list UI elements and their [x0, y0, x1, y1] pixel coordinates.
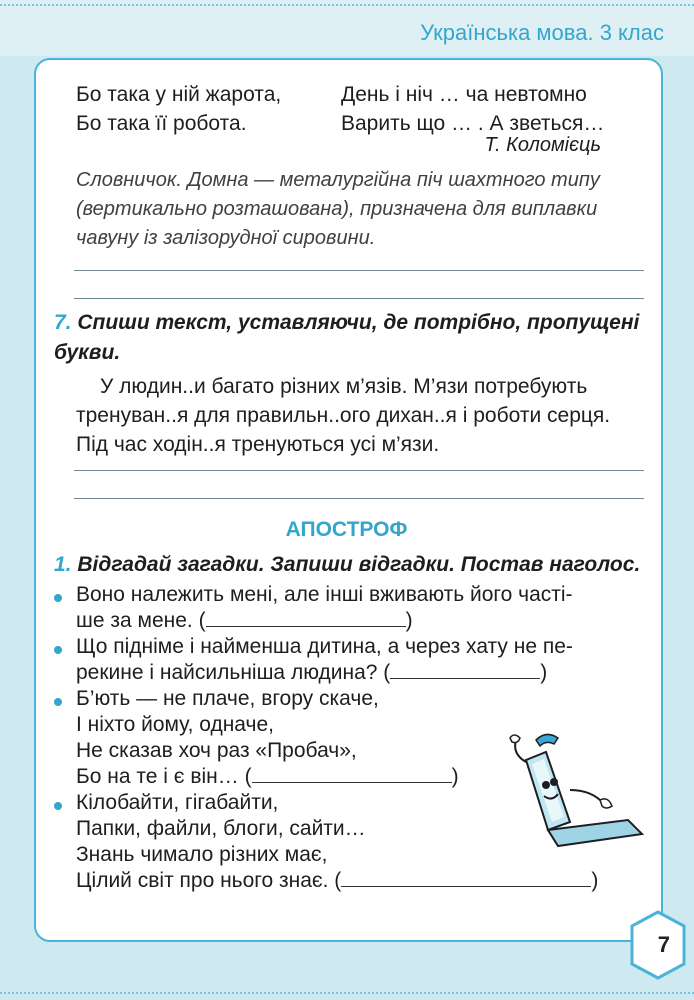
poem-line: Бо така у ній жарота, [76, 83, 282, 106]
riddle-close: ) [451, 765, 459, 788]
page-header [0, 0, 694, 56]
answer-blank[interactable] [390, 660, 540, 679]
bullet-icon [54, 802, 62, 810]
riddle-close: ) [591, 869, 599, 892]
poem-author: Т. Коломієць [484, 134, 601, 156]
poem-line: День і ніч … ча невтомно [341, 83, 587, 106]
poem-left-column [76, 80, 281, 138]
riddle-line: Знань чимало різних має, [76, 843, 328, 866]
riddle-line: Кілобайти, гігабайти, [76, 791, 279, 814]
laptop-illustration [496, 730, 646, 850]
task-text: Спиши текст, уставляючи, де потрібно, пропущені букви. [54, 311, 640, 364]
answer-blank[interactable] [206, 608, 406, 627]
content-card [34, 58, 663, 942]
section-title: АПОСТРОФ [285, 518, 408, 541]
poem-line: Бо така її робота. [76, 112, 247, 135]
writing-line[interactable] [74, 498, 644, 499]
task-number: 1. [54, 553, 72, 576]
riddle-line: Б’ють — не плаче, вгору скаче, [76, 687, 379, 710]
bullet-icon [54, 698, 62, 706]
riddle-2 [76, 634, 636, 686]
riddle-line: Папки, файли, блоги, сайти… [76, 817, 366, 840]
riddle-line: Що підніме і найменша дитина, а через хату не пе- [76, 635, 573, 658]
poem-line: Варить що … . А зветься… [341, 112, 605, 135]
answer-blank[interactable] [252, 764, 452, 783]
writing-line[interactable] [74, 298, 644, 299]
answer-blank[interactable] [341, 868, 591, 887]
text-line: У людин..и багато різних м’язів. М’язи потребують [100, 375, 588, 398]
header-dotted-line [0, 4, 694, 6]
writing-line[interactable] [74, 470, 644, 471]
task-text: Відгадай загадки. Запиши відгадки. Постав наголос. [77, 553, 641, 576]
riddle-line: Бо на те і є він… ( [76, 765, 252, 788]
riddle-line: Не сказав хоч раз «Пробач», [76, 739, 357, 762]
text-line: тренуван..я для правильн..ого дихан..я і роботи серця. [76, 404, 611, 427]
riddle-line: рекине і найсильніша людина? ( [76, 661, 391, 684]
poem-right-column [341, 80, 604, 138]
writing-line[interactable] [74, 270, 644, 271]
text-line: Під час ходін..я тренуються усі м’язи. [76, 433, 440, 456]
footer-dotted-line [0, 992, 694, 994]
riddle-1 [76, 582, 636, 634]
task-number: 7. [54, 311, 72, 334]
bullet-icon [54, 594, 62, 602]
book-title: Українська мова. 3 клас [420, 20, 664, 45]
task-7-text [76, 372, 646, 459]
bullet-icon [54, 646, 62, 654]
riddle-line: Цілий світ про нього знає. ( [76, 869, 342, 892]
riddle-close: ) [540, 661, 548, 684]
vocabulary-note: Словничок. Домна — металургійна піч шахтного типу (вертикально розташована), призначена для виплавки чавуну із залізорудної сировини. [76, 169, 600, 249]
riddle-line: Воно належить мені, але інші вживають його часті- [76, 583, 573, 606]
riddle-line: І ніхто йому, одначе, [76, 713, 274, 736]
task-1-instruction [54, 550, 644, 580]
task-7-instruction [54, 308, 644, 368]
page-number: 7 [657, 932, 670, 957]
riddle-line: ше за мене. ( [76, 609, 206, 632]
riddle-close: ) [405, 609, 413, 632]
